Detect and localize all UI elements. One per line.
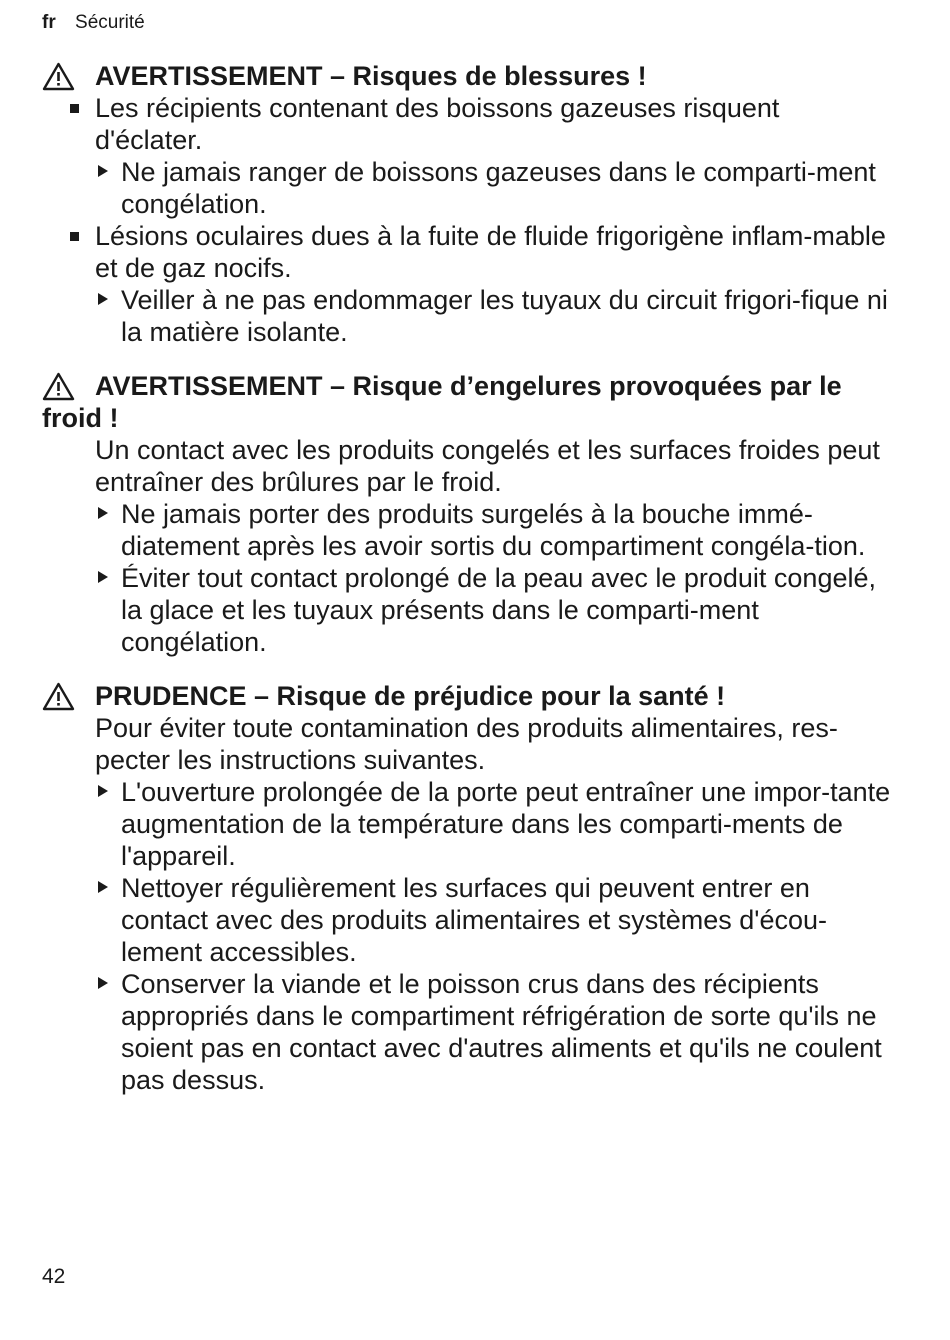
warning-intro: Un contact avec les produits congelés et les surfaces froides peut entraîner des brûlures par le froid. bbox=[95, 435, 880, 497]
bullet-square-icon bbox=[70, 232, 79, 241]
step-arrow-icon bbox=[98, 785, 108, 797]
instruction-step: Veiller à ne pas endommager les tuyaux du circuit frigori-fique ni la matière isolante. bbox=[42, 284, 892, 348]
warning-title: PRUDENCE – Risque de préjudice pour la santé ! bbox=[42, 680, 892, 712]
section-title: Sécurité bbox=[75, 12, 145, 33]
instruction-step: Conserver la viande et le poisson crus dans des récipients appropriés dans le compartiment réfrigération de sorte qu'ils ne soient pas en contact avec d'autres aliments et qu'ils ne coulent pas dessus. bbox=[42, 968, 892, 1096]
warning-intro: Pour éviter toute contamination des produits alimentaires, res-pecter les instructions suivantes. bbox=[95, 713, 838, 775]
warning-triangle-icon bbox=[42, 62, 75, 91]
step-arrow-icon bbox=[98, 571, 108, 583]
instruction-step: Ne jamais ranger de boissons gazeuses dans le comparti-ment congélation. bbox=[42, 156, 892, 220]
bullet-square-icon bbox=[70, 104, 79, 113]
step-arrow-icon bbox=[98, 165, 108, 177]
list-item: Les récipients contenant des boissons gazeuses risquent d'éclater. bbox=[42, 92, 892, 156]
instruction-step: Ne jamais porter des produits surgelés à la bouche immé-diatement après les avoir sortis du compartiment congéla-tion. bbox=[42, 498, 892, 562]
caution-health-risk bbox=[42, 680, 892, 1096]
page-header bbox=[42, 11, 145, 35]
warning-title: AVERTISSEMENT – Risque d’engelures provoquées par le froid ! bbox=[42, 371, 842, 433]
warning-triangle-icon bbox=[42, 682, 75, 711]
list-item: Lésions oculaires dues à la fuite de fluide frigorigène inflam-mable et de gaz nocifs. bbox=[42, 220, 892, 284]
warning-injury-risk bbox=[42, 60, 892, 348]
step-arrow-icon bbox=[98, 293, 108, 305]
safety-content bbox=[42, 60, 892, 1118]
warning-frostbite-risk bbox=[42, 370, 892, 658]
instruction-step: Éviter tout contact prolongé de la peau avec le produit congelé, la glace et les tuyaux présents dans le comparti-ment congélation. bbox=[42, 562, 892, 658]
warning-triangle-icon bbox=[42, 372, 75, 401]
step-arrow-icon bbox=[98, 507, 108, 519]
step-arrow-icon bbox=[98, 881, 108, 893]
page-number: 42 bbox=[42, 1265, 66, 1288]
instruction-step: Nettoyer régulièrement les surfaces qui peuvent entrer en contact avec des produits alimentaires et systèmes d'écou-lement accessibles. bbox=[42, 872, 892, 968]
language-code: fr bbox=[42, 12, 56, 33]
warning-title: AVERTISSEMENT – Risques de blessures ! bbox=[42, 60, 892, 92]
instruction-step: L'ouverture prolongée de la porte peut entraîner une impor-tante augmentation de la température dans les comparti-ments de l'appareil. bbox=[42, 776, 892, 872]
step-arrow-icon bbox=[98, 977, 108, 989]
